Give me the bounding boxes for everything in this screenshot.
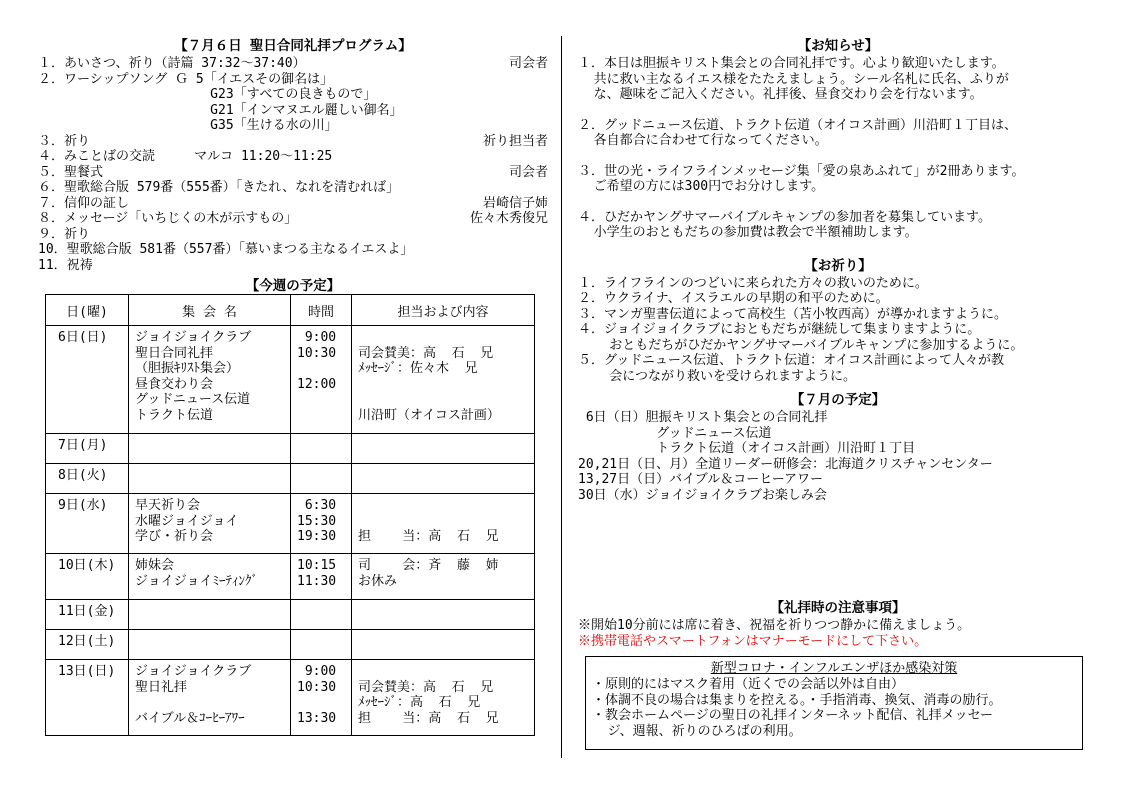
program-title: 【７月６日 聖日合同礼拝プログラム】 [174, 38, 412, 54]
schedule-day [46, 326, 129, 434]
july-event-line: 20,21日（日、月）全道リーダー研修会：北海道クリスチャンセンター [578, 456, 993, 472]
schedule-persons [352, 660, 535, 736]
program-item [38, 87, 548, 103]
schedule-row [46, 326, 535, 434]
program-item [38, 165, 548, 181]
schedule-meetings [129, 464, 291, 494]
schedule-person: 司会賛美：高 石 兄 [358, 679, 494, 695]
program-item-leader: 司会者 [508, 56, 548, 71]
program-item-leader: 祈り担当者 [482, 133, 548, 149]
right-column [578, 36, 1098, 503]
program-item-leader: 岩崎信子姉 [482, 195, 548, 211]
notice-line: な、趣味をご記入ください。礼拝後、昼食交わり会を行ないます。 [578, 87, 983, 102]
infection-measures-title: 新型コロナ・インフルエンザほか感染対策 [710, 661, 958, 676]
schedule-time: 9:00 [297, 330, 337, 345]
schedule-day-label: 6日(日) [58, 330, 108, 345]
schedule-row [46, 494, 535, 554]
column-divider [561, 36, 562, 758]
prayers-title: 【お祈り】 [804, 257, 872, 274]
schedule-person: 川沿町（オイコス計画） [358, 407, 500, 423]
schedule-time: 13:30 [297, 710, 337, 726]
program-item [38, 258, 548, 274]
schedule-times [291, 434, 352, 464]
schedule-day [46, 630, 129, 660]
schedule-person [358, 514, 534, 530]
schedule-time: 10:15 [297, 558, 337, 573]
notice-item [578, 210, 1098, 241]
schedule-row [46, 464, 535, 494]
infection-measure-line: ジ、週報、祈りのひろばの利用。 [592, 723, 802, 739]
notice-line: １．本日は胆振キリスト集会との合同礼拝です。心より歓迎いたします。 [578, 56, 1005, 71]
program-item-text: ９．祈り [38, 226, 91, 242]
schedule-row [46, 600, 535, 630]
schedule-person [358, 377, 534, 393]
schedule-times [291, 660, 352, 736]
schedule-meetings [129, 326, 291, 434]
schedule-persons [352, 600, 535, 630]
schedule-meeting-name: トラクト伝道 [135, 407, 214, 423]
july-event-line: グッドニュース伝道 [578, 425, 772, 441]
schedule-day [46, 660, 129, 736]
schedule-day-label: 12日(土) [58, 634, 116, 649]
july-title: 【７月の予定】 [790, 392, 886, 408]
schedule-day-label: 13日(日) [58, 664, 116, 679]
schedule-meeting-name: 昼食交わり会 [135, 376, 214, 392]
schedule-time: 12:00 [297, 376, 337, 392]
program-item-text: ４．みことばの交読 マルコ 11:20～11:25 [38, 149, 333, 164]
schedule-meeting-name: 姉妹会 [135, 558, 175, 573]
header-day: 日(曜) [46, 295, 129, 326]
prayer-line: ４．ジョイジョイクラブにおともだちが継続して集まりますように。 [578, 322, 981, 337]
cautions-section [578, 598, 1098, 649]
schedule-day [46, 554, 129, 600]
infection-measures-list [586, 677, 1082, 739]
notice-line: ３．世の光・ライフラインメッセージ集「愛の泉あふれて」が2冊あります。 [578, 163, 1025, 179]
schedule-day-label: 8日(火) [58, 468, 108, 483]
schedule-row [46, 434, 535, 464]
schedule-person [358, 498, 534, 514]
schedule-persons [352, 494, 535, 554]
header-meeting: 集 会 名 [129, 295, 291, 326]
schedule-person: ﾒｯｾｰｼﾞ：佐々木 兄 [358, 361, 478, 376]
infection-measures-box [585, 656, 1083, 750]
program-item [38, 211, 548, 227]
schedule-times [291, 326, 352, 434]
schedule-meeting-name [135, 695, 290, 711]
notice-line: 小学生のおともだちの参加費は教会で半額補助します。 [578, 225, 918, 240]
program-item [38, 227, 548, 243]
infection-measure-line: ・原則的にはマスク着用（近くでの会話以外は自由） [592, 677, 905, 692]
program-item-text: 11．祝祷 [38, 257, 93, 273]
schedule-meetings [129, 554, 291, 600]
program-item-text: 10．聖歌総合版 581番（557番）「慕いまつる主なるイエスよ」 [38, 242, 414, 257]
prayer-line: おともだちがひだかヤングサマーバイブルキャンプに参加するように。 [578, 337, 1024, 353]
schedule-day [46, 434, 129, 464]
schedule-times [291, 554, 352, 600]
program-item [38, 56, 548, 72]
schedule-meetings [129, 600, 291, 630]
schedule-day-label: 9日(水) [58, 498, 108, 513]
program-item-text: ８．メッセージ「いちじくの木が示すもの」 [38, 211, 298, 226]
prayer-line: 会につながり救いを受けられますように。 [578, 368, 857, 384]
schedule-persons [352, 434, 535, 464]
schedule-times [291, 600, 352, 630]
notice-item [578, 164, 1098, 195]
cautions-title: 【礼拝時の注意事項】 [770, 600, 906, 616]
program-item-text: G35「生ける水の川」 [38, 118, 338, 133]
schedule-time [297, 695, 351, 711]
program-item [38, 149, 548, 165]
schedule-meetings [129, 660, 291, 736]
schedule-person: 司会賛美：高 石 兄 [358, 345, 494, 361]
schedule-meeting-name: 早天祈り会 [135, 498, 201, 513]
program-item-leader: 佐々木秀俊兄 [469, 211, 548, 226]
schedule-person: お休み [358, 573, 398, 589]
caution-line-2: ※携帯電話やスマートフォンはマナーモードにして下さい。 [578, 633, 928, 649]
header-person: 担当および内容 [352, 295, 535, 326]
schedule-meeting-name: 水曜ジョイジョイ [135, 513, 239, 529]
schedule-day-label: 11日(金) [58, 604, 116, 619]
program-item-text: G21「インマヌエル麗しい御名」 [38, 102, 403, 118]
july-event-line: 13,27日（日）バイブル＆コーヒーアワー [578, 472, 824, 487]
program-item-text: ３．祈り [38, 133, 91, 149]
july-event-line: 6日（日）胆振キリスト集会との合同礼拝 [578, 410, 828, 425]
schedule-meetings [129, 494, 291, 554]
schedule-persons [352, 464, 535, 494]
schedule-time: 9:00 [297, 664, 337, 679]
schedule-time: 19:30 [297, 529, 337, 544]
schedule-person [358, 392, 534, 408]
notice-line: ４．ひだかヤングサマーバイブルキャンプの参加者を募集しています。 [578, 209, 992, 225]
notice-item [578, 118, 1098, 149]
caution-line-1: ※開始10分前には席に着き、祝福を祈りつつ静かに備えましょう。 [578, 618, 971, 633]
schedule-row [46, 554, 535, 600]
schedule-time [297, 392, 351, 408]
schedule-persons [352, 554, 535, 600]
program-item-text: ２．ワーシップソング Ｇ 5「イエスその御名は」 [38, 71, 334, 87]
schedule-time [297, 408, 351, 424]
schedule-time [297, 361, 351, 377]
july-event-line: 30日（水）ジョイジョイクラブお楽しみ会 [578, 487, 827, 503]
schedule-header-row [46, 295, 535, 326]
schedule-persons [352, 630, 535, 660]
schedule-person: 担 当：高 石 兄 [358, 710, 499, 726]
program-item [38, 72, 548, 88]
weekly-schedule-table [45, 294, 535, 736]
schedule-meeting-name: 聖日合同礼拝 [135, 345, 214, 361]
program-item [38, 118, 548, 134]
notice-line: 共に救い主なるイエス様をたたえましょう。シール名札に氏名、ふりが [578, 71, 1009, 87]
program-item [38, 180, 548, 196]
prayer-line: ３．マンガ聖書伝道によって高校生（苫小牧西高）が導かれますように。 [578, 306, 1008, 322]
notice-line: 各自都合に合わせて行なってください。 [578, 133, 828, 148]
program-list [38, 56, 548, 273]
schedule-meeting-name: ジョイジョイﾐｰﾃｨﾝｸﾞ [135, 573, 258, 589]
schedule-meeting-name: （胆振ｷﾘｽﾄ集会） [135, 361, 240, 376]
infection-measure-line: ・教会ホームページの聖日の礼拝インターネット配信、礼拝メッセー [592, 708, 994, 723]
schedule-person: ﾒｯｾｰｼﾞ：高 石 兄 [358, 695, 481, 710]
schedule-time: 11:30 [297, 573, 337, 589]
schedule-time: 15:30 [297, 513, 337, 529]
schedule-title: 【今週の予定】 [245, 278, 341, 294]
prayer-line: １．ライフラインのつどいに来られた方々の救いのために。 [578, 275, 928, 291]
program-item-leader: 司会者 [508, 164, 548, 180]
schedule-times [291, 630, 352, 660]
header-time: 時間 [291, 295, 352, 326]
schedule-row [46, 660, 535, 736]
schedule-day-label: 10日(木) [58, 558, 116, 573]
schedule-time: 6:30 [297, 498, 337, 513]
notice-line: ご希望の方には300円でお分けします。 [578, 179, 825, 194]
schedule-row [46, 630, 535, 660]
schedule-day-label: 7日(月) [58, 438, 108, 453]
schedule-times [291, 464, 352, 494]
schedule-meeting-name: ジョイジョイクラブ [135, 664, 252, 679]
july-event-line: トラクト伝道（オイコス計画）川沿町１丁目 [578, 441, 916, 456]
schedule-meeting-name: 聖日礼拝 [135, 679, 188, 695]
notices-list [578, 56, 1098, 241]
program-item [38, 196, 548, 212]
schedule-person: 司 会：斉 藤 姉 [358, 558, 499, 573]
notice-line: ２．グッドニュース伝道、トラクト伝道（オイコス計画）川沿町１丁目は、 [578, 117, 1018, 133]
schedule-meetings [129, 434, 291, 464]
program-item-text: ５．聖餐式 [38, 164, 104, 180]
schedule-meeting-name: ジョイジョイクラブ [135, 330, 252, 345]
schedule-day [46, 494, 129, 554]
schedule-person: 担 当：高 石 兄 [358, 529, 499, 544]
schedule-person [358, 330, 534, 346]
infection-measure-line: ・体調不良の場合は集まりを控える。・手指消毒、換気、消毒の励行。 [592, 692, 1002, 708]
july-schedule-list [578, 410, 1098, 503]
schedule-time: 10:30 [297, 345, 337, 361]
schedule-meeting-name: バイブル＆ｺｰﾋｰｱﾜｰ [135, 710, 245, 726]
notices-title: 【お知らせ】 [797, 38, 879, 54]
program-item [38, 134, 548, 150]
prayer-line: ２．ウクライナ、イスラエルの早期の和平のために。 [578, 291, 889, 306]
program-item [38, 242, 548, 258]
schedule-persons [352, 326, 535, 434]
schedule-person [358, 664, 534, 680]
left-column [38, 36, 548, 295]
program-item-text: １．あいさつ、祈り（詩篇 37:32～37:40） [38, 56, 306, 71]
program-item [38, 103, 548, 119]
schedule-meeting-name: グッドニュース伝道 [135, 392, 251, 407]
prayer-line: ５．グッドニュース伝道、トラクト伝道：オイコス計画によって人々が教 [578, 353, 1005, 368]
program-item-text: G23「すべての良きもので」 [38, 87, 377, 102]
notice-item [578, 56, 1098, 103]
schedule-meetings [129, 630, 291, 660]
schedule-day [46, 464, 129, 494]
schedule-day [46, 600, 129, 630]
schedule-meeting-name: 学び・祈り会 [135, 529, 214, 544]
schedule-time: 10:30 [297, 679, 337, 695]
schedule-times [291, 494, 352, 554]
program-item-text: ６．聖歌総合版 579番（555番）「きたれ、なれを清むれば」 [38, 180, 400, 195]
prayer-list [578, 276, 1098, 385]
program-item-text: ７．信仰の証し [38, 195, 130, 211]
